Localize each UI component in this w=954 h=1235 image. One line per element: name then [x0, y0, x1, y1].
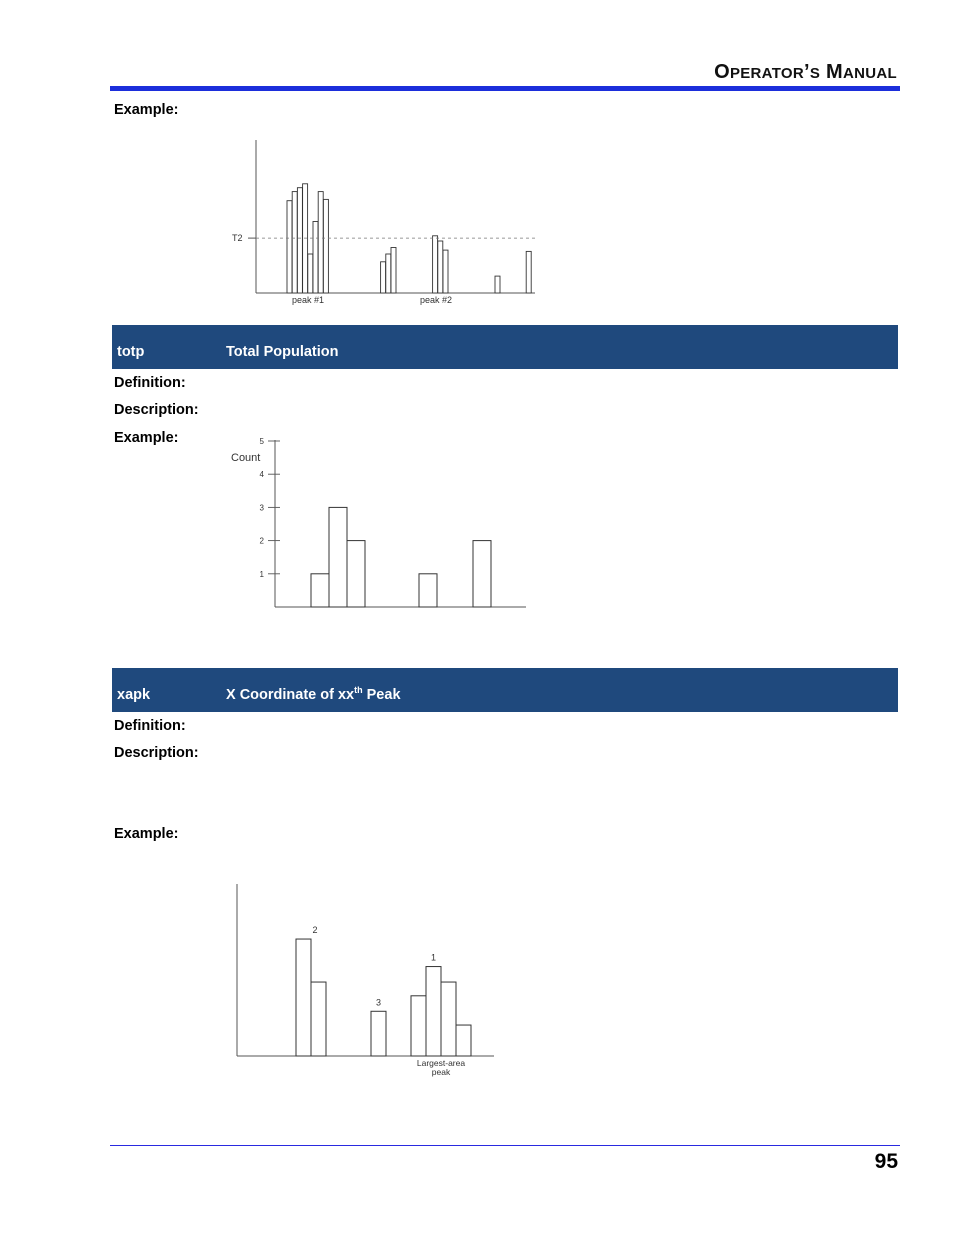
definition-label-totp: Definition:: [114, 375, 186, 391]
threshold-label: T2: [232, 233, 243, 244]
description-label-totp: Description:: [114, 402, 199, 418]
example-label-1: Example:: [114, 102, 179, 118]
section-title: Total Population: [226, 344, 339, 360]
example-label-xapk: Example:: [114, 826, 179, 842]
section-title: X Coordinate of $xx^{th}$ Peak: [226, 685, 401, 703]
page-number: 95: [874, 1150, 898, 1173]
example-label-totp: Example:: [114, 430, 179, 446]
y-axis-label: Count: [231, 452, 261, 464]
y-tick-label: 5: [259, 437, 264, 446]
bar: [311, 982, 326, 1056]
peak-rank-label: 1: [430, 952, 437, 963]
peak-2-label: peak #2: [419, 295, 453, 305]
peak-rank-label: 2: [312, 925, 318, 936]
bar: [426, 967, 441, 1056]
running-header: OPERATOR’S MANUAL: [714, 61, 897, 83]
bar: [441, 982, 456, 1056]
peak-rank-label: 3: [375, 997, 382, 1008]
y-tick-label: 4: [259, 470, 264, 480]
bar: [296, 939, 311, 1056]
y-tick-label: 3: [259, 503, 264, 513]
bar: [371, 1011, 386, 1056]
bar: [456, 1025, 471, 1056]
section-code: xapk: [117, 687, 151, 703]
bar: [411, 996, 426, 1056]
description-label-xapk: Description:: [114, 745, 199, 761]
section-code: totp: [117, 344, 145, 360]
y-tick-label: 1: [259, 569, 264, 579]
y-tick-label: 2: [259, 536, 264, 546]
peak-1-label: peak #1: [291, 295, 325, 305]
definition-label-xapk: Definition:: [114, 718, 186, 734]
annotation-line-1: Largest-area: [416, 1058, 466, 1068]
footer-rule: [110, 1145, 900, 1146]
annotation-line-2: peak: [431, 1067, 451, 1077]
